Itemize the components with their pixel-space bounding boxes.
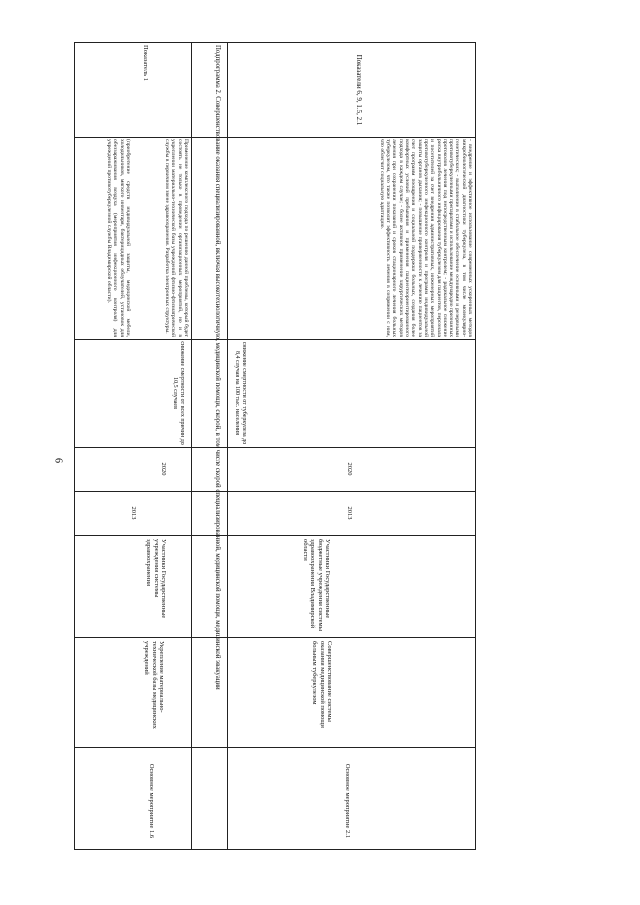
row2-indicator-cell (227, 339, 477, 447)
row2-end-cell (227, 447, 477, 491)
row2-link: Показатели 6, 9, 1.5, 2.1 (355, 54, 363, 126)
row2-end: 2020 (346, 462, 353, 476)
row1-description-2: Применение комплексного подхода по решению данной проблемы, который будет состоять не только в проведении организационных мероприятий, но и в укреплении материально-технической базы учреждений фтизио-фтизиатрической службы в первичном звене здравоохранения. Разработка электронных структуры. (163, 139, 189, 337)
row2-event-cell (227, 747, 477, 851)
row1-participants: Участники Государственные учреждения системы здравоохранения (145, 539, 167, 619)
row1-indicator-cell (75, 339, 191, 447)
program-table (74, 42, 476, 850)
row1-link: Показатель 1 (142, 45, 149, 81)
row1-start: 2013 (130, 506, 137, 520)
page-number: 6 (52, 458, 64, 463)
row1-event-cell (75, 747, 191, 851)
row1-description: (приобретение средств индивидуальной защиты, медицинской мебели, холодильников, мягкого инвентаря, бактерицидных облучателей, установок для обеззараживания воздуха (мероприятия инфекционного контроля) для учреждений противотуберкулезной службы Владимирской области). (105, 139, 131, 337)
row2-participants-cell (227, 535, 477, 637)
row2-start-cell (227, 491, 477, 535)
row1-participants-cell (75, 535, 191, 637)
row2-description-cell (227, 137, 477, 339)
row1-indicator: снижение смертности от всех причин до 10,5 случаев (172, 341, 185, 445)
subprogram-header-cell (191, 43, 227, 851)
row2-indicator: снижение смертности от туберкулеза до 8,4 случая на 100 тыс. населения (234, 341, 247, 445)
row1-name-cell (75, 637, 191, 747)
row2-start: 2013 (346, 506, 353, 520)
row1-name: Укрепление материально-технической базы медицинских учреждений (143, 641, 165, 729)
subprogram-title: Подпрограмма 2. Совершенствование оказания специализированной, включая высокотехнологичную, медицинской помощи, скорой, в том числе скорой специализированной, медицинской помощи, медицинской эвакуации (214, 45, 221, 690)
row1-event: Основное мероприятие 1.6 (148, 763, 155, 839)
row2-name-cell (227, 637, 477, 747)
row1-end: 2020 (160, 462, 167, 476)
row1-end-cell (75, 447, 191, 491)
row1-description-cell (75, 137, 191, 339)
row2-name: Совершенствование системы оказания медицинской помощи больным туберкулезом (311, 641, 333, 728)
row2-event: Основное мероприятие 2.1 (344, 763, 351, 839)
row2-link-cell (227, 43, 477, 137)
row1-link-cell (75, 43, 191, 137)
row2-participants: Участники Государственные бюджетные учреждения системы здравоохранения Владимирской области (301, 539, 331, 631)
row1-start-cell (75, 491, 191, 535)
row2-description: - внедрение и эффективное использование современных ускоренных методов микробиологической диагностики туберкулеза, в том числе молекулярно-генетических; - выполнение в стабильное обеспечение основными и резервными противотуберкулезными препаратами и использование международно признанных протоколов лечения под непосредственным контролем; - радикальное снижение риска внутрибольничного инфицирования туберкулезом для пациентов, персонала и посетителей за счет внедрения административных, инженерных мероприятий противотуберкулезного инфекционного контроля и программ индивидуальной защиты органов дыхания; - повышение приверженности к лечению пациентов за счет программ поощрения и социальной поддержки больных, создания более комфортных условий пребывания и применения пациентоориентированного подхода в каждом случае; - более активное применение хирургических методов лечения при сохранении показаний и сроков стационарного лечения больных туберкулезом, что также позволит эффективность лечения в сопряжении с ним, что облегчит социальную адаптацию. (378, 139, 473, 337)
